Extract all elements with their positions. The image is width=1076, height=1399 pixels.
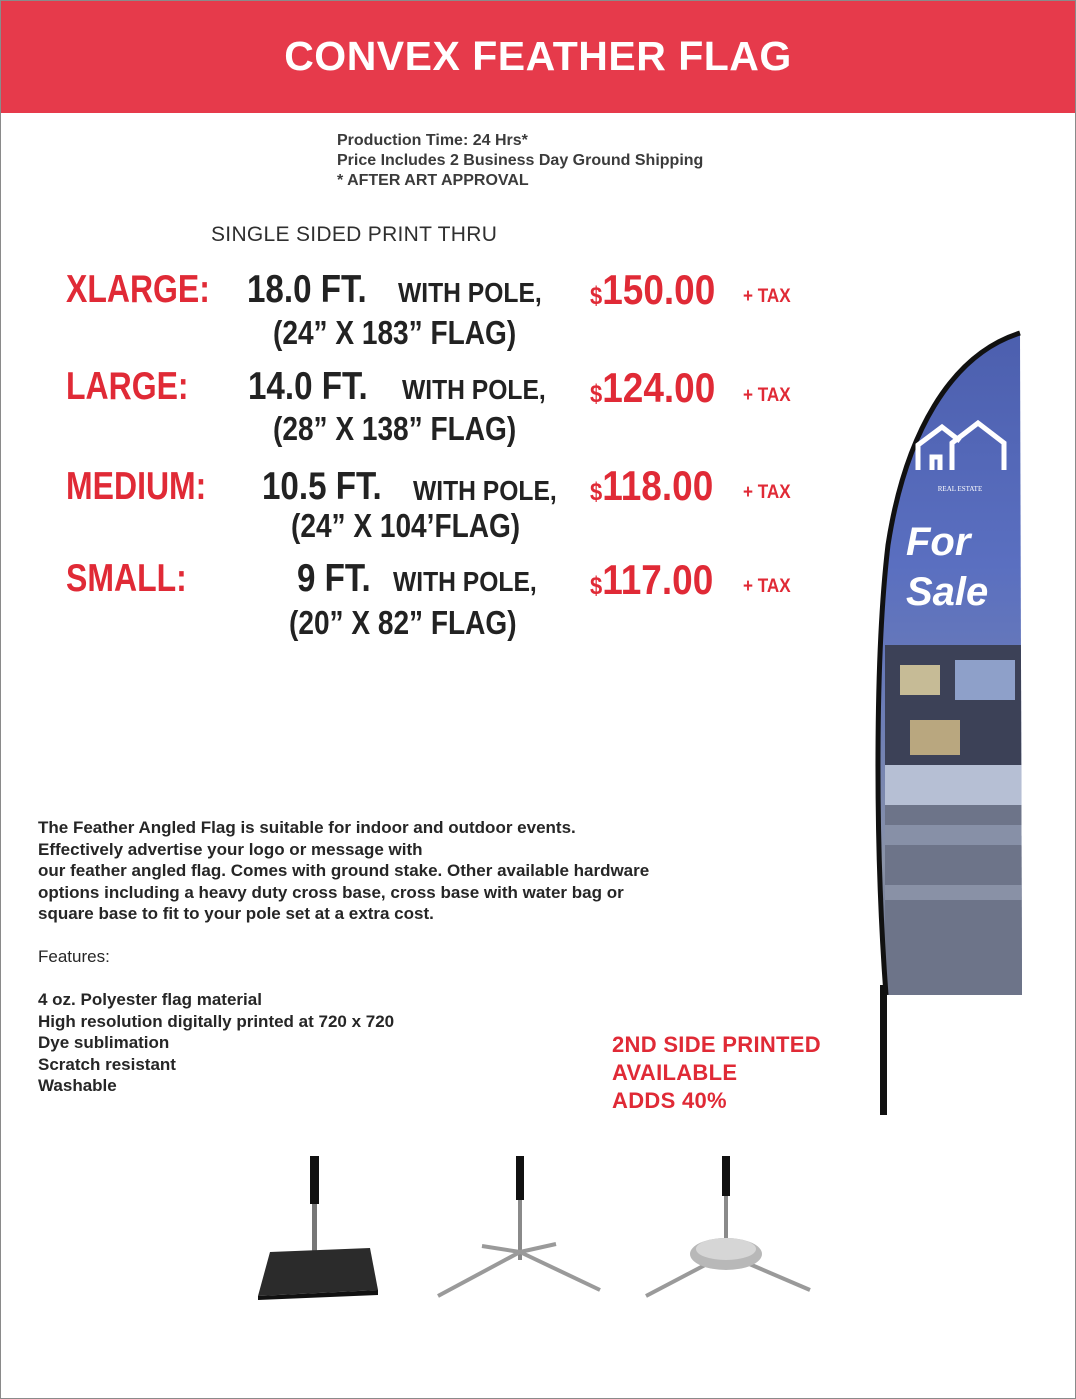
print-mode: SINGLE SIDED PRINT THRU xyxy=(211,223,498,246)
tax-xlarge: + TAX xyxy=(743,286,791,307)
production-info xyxy=(337,131,703,191)
feature-item: Dye sublimation xyxy=(38,1033,170,1052)
tax-medium: + TAX xyxy=(743,482,791,503)
price-medium: $118.00 xyxy=(590,462,714,509)
desc-line: options including a heavy duty cross base, cross base with water bag or xyxy=(38,882,624,902)
desc-line: The Feather Angled Flag is suitable for indoor and outdoor events. xyxy=(38,818,576,837)
page-title: CONVEX FEATHER FLAG xyxy=(284,33,792,79)
size-height-large: 14.0 FT. xyxy=(248,365,368,408)
size-label-large: LARGE: xyxy=(66,365,189,408)
shipping-note: Price Includes 2 Business Day Ground Shipping xyxy=(337,152,704,169)
desc-line: square base to fit to your pole set at a extra cost. xyxy=(38,904,434,923)
size-pole-small: WITH POLE, xyxy=(393,566,537,597)
size-pole-medium: WITH POLE, xyxy=(413,475,557,506)
size-height-medium: 10.5 FT. xyxy=(262,465,382,508)
features-heading: Features: xyxy=(38,947,110,966)
desc-line: our feather angled flag. Comes with ground stake. Other available hardware xyxy=(38,861,650,880)
flag-text-line2: Sale xyxy=(906,570,989,614)
size-label-small: SMALL: xyxy=(66,557,187,600)
flag-pole xyxy=(880,985,887,1115)
tax-small: + TAX xyxy=(743,576,791,597)
tax-large: + TAX xyxy=(743,385,791,406)
size-label-medium: MEDIUM: xyxy=(66,465,207,508)
flag-text-line1: For xyxy=(906,520,971,564)
size-height-small: 9 FT. xyxy=(297,557,371,600)
second-side-line: 2ND SIDE PRINTED xyxy=(612,1032,821,1057)
cross-base-image xyxy=(438,1156,600,1296)
size-pole-large: WITH POLE, xyxy=(402,374,546,405)
feature-item: 4 oz. Polyester flag material xyxy=(38,990,262,1009)
production-time: Production Time: 24 Hrs* xyxy=(337,132,528,149)
square-base-image xyxy=(258,1156,378,1300)
price-small: $117.00 xyxy=(590,556,714,603)
size-label-xlarge: XLARGE: xyxy=(66,268,210,311)
feather-flag-image xyxy=(870,325,1030,1120)
size-dims-large: (28” X 138” FLAG) xyxy=(273,410,517,447)
logo-text: REAL ESTATE xyxy=(937,485,983,493)
size-dims-medium: (24” X 104’FLAG) xyxy=(291,507,521,544)
price-large: $124.00 xyxy=(590,364,716,411)
feature-item: High resolution digitally printed at 720 x 720 xyxy=(38,1011,395,1031)
second-side-note xyxy=(612,1031,821,1115)
size-dims-small: (20” X 82” FLAG) xyxy=(289,604,517,641)
desc-line: Effectively advertise your logo or message with xyxy=(38,839,423,859)
feature-item: Scratch resistant xyxy=(38,1054,176,1074)
feature-item: Washable xyxy=(38,1076,117,1095)
header-banner xyxy=(1,1,1075,113)
water-bag-base-image xyxy=(646,1156,810,1296)
size-height-xlarge: 18.0 FT. xyxy=(247,268,367,311)
size-pole-xlarge: WITH POLE, xyxy=(398,277,542,308)
price-xlarge: $150.00 xyxy=(590,266,716,313)
size-dims-xlarge: (24” X 183” FLAG) xyxy=(273,314,517,351)
base-options xyxy=(250,1150,830,1310)
second-side-line: ADDS 40% xyxy=(612,1088,727,1113)
approval-note: * AFTER ART APPROVAL xyxy=(337,172,529,189)
second-side-line: AVAILABLE xyxy=(612,1060,738,1085)
